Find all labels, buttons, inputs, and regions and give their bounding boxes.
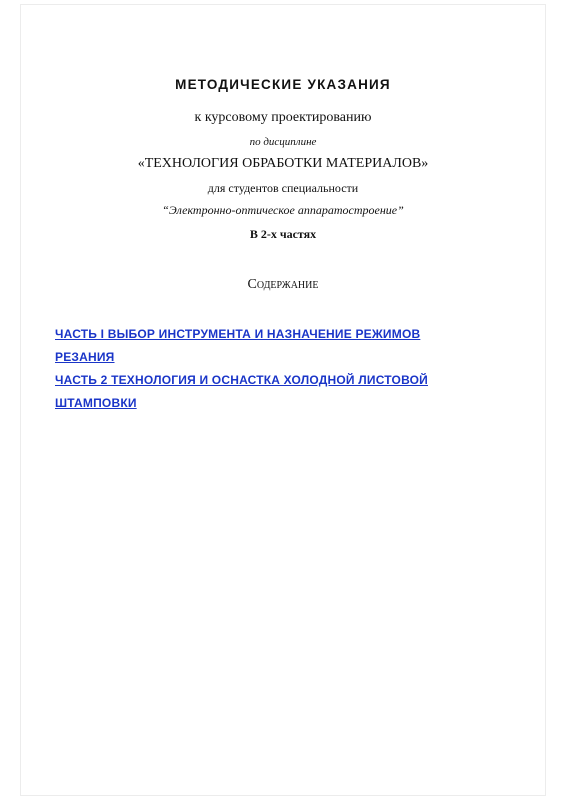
specialty-name: “Электронно-оптическое аппаратостроение” — [162, 203, 404, 217]
discipline-label: по дисциплине — [249, 136, 317, 148]
audience-text: для студентов специальности — [207, 181, 359, 195]
contents-heading: Содержание — [247, 277, 319, 292]
document-title: МЕТОДИЧЕСКИЕ УКАЗАНИЯ — [175, 77, 391, 92]
parts-count: В 2-х частях — [249, 227, 317, 241]
toc-link-part-2[interactable]: ЧАСТЬ 2 ТЕХНОЛОГИЯ И ОСНАСТКА ХОЛОДНОЙ ЛИСТОВОЙ ШТАМПОВКИ — [55, 373, 428, 410]
toc-link-part-1[interactable]: ЧАСТЬ I ВЫБОР ИНСТРУМЕНТА И НАЗНАЧЕНИЕ РЕЖИМОВ РЕЗАНИЯ — [55, 327, 421, 364]
document-subtitle: к курсовому проектированию — [194, 110, 372, 125]
document-page — [20, 4, 546, 796]
discipline-name: «ТЕХНОЛОГИЯ ОБРАБОТКИ МАТЕРИАЛОВ» — [137, 156, 429, 171]
